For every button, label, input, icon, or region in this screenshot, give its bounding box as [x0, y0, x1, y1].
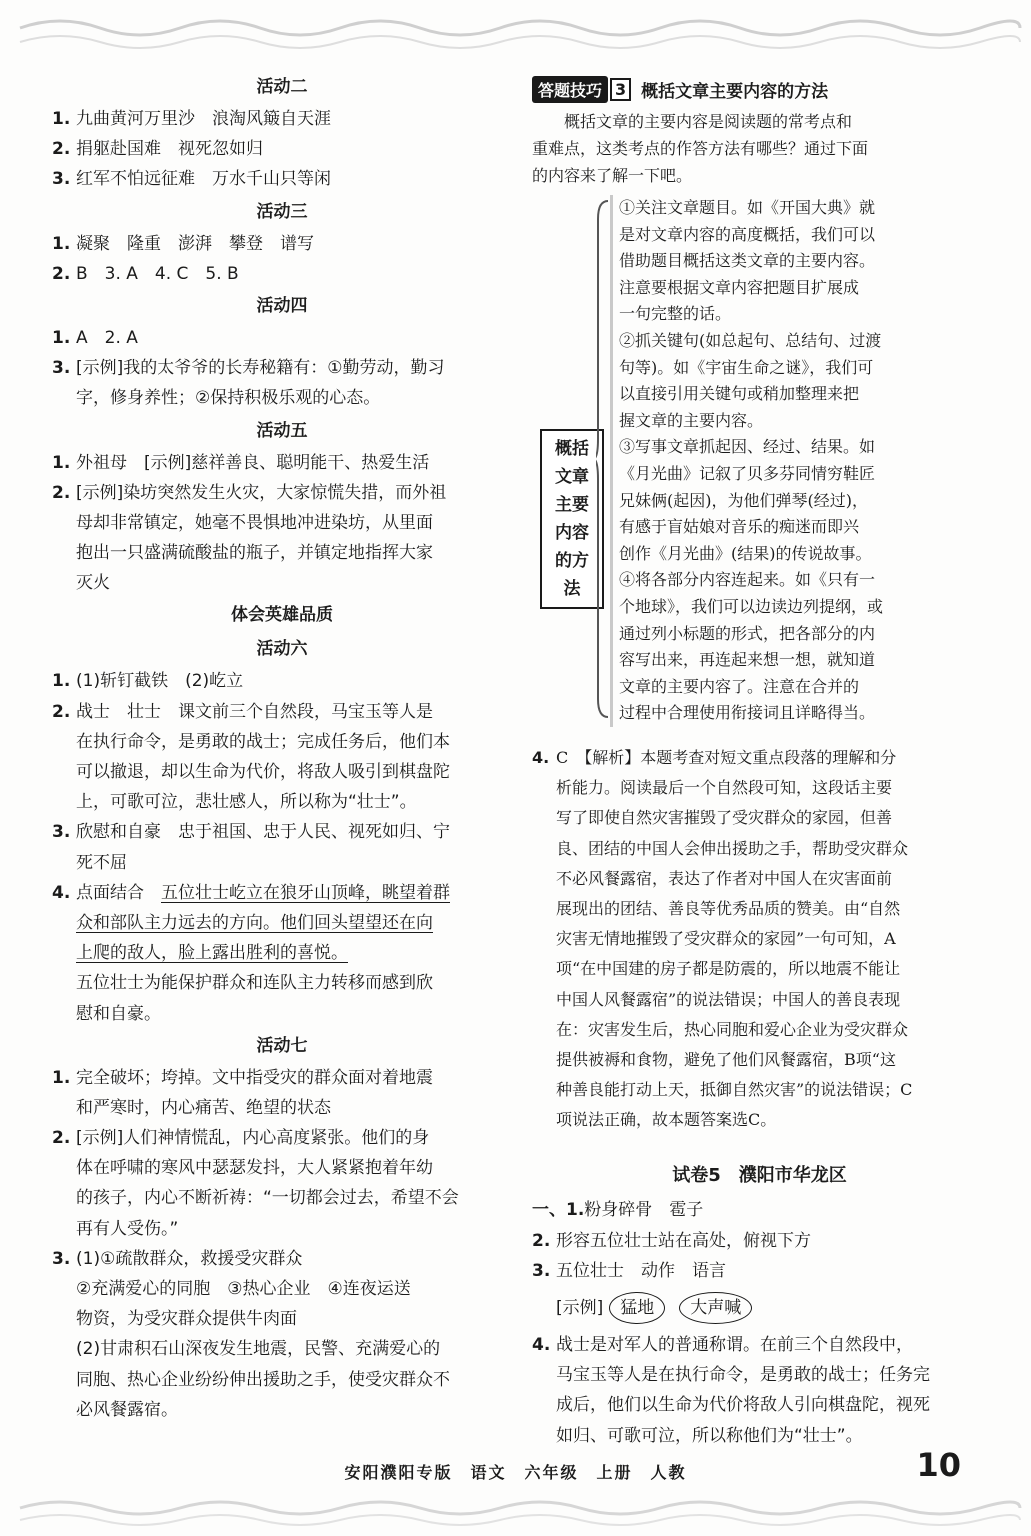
answer-line: 不必风餐露宿，表达了作者对中国人在灾害面前	[556, 868, 893, 888]
oval-word: 大声喊	[679, 1292, 752, 1324]
tip-title: 概括文章主要内容的方法	[641, 81, 829, 102]
question-4-analysis	[532, 743, 987, 1135]
method-label-box: 概括 文章 主要 内容 的方 法	[540, 429, 604, 609]
answer-line: 展现出的团结、善良等优秀品质的赞美。由“自然	[556, 898, 901, 918]
answer-line: 4. 战士是对军人的普通称谓。在前三个自然段中，	[532, 1335, 913, 1355]
answer-line: 再有人受伤。”	[76, 1218, 179, 1239]
answer-line: 在：灾害发生后，热心同胞和爱心企业为受灾群众	[556, 1019, 909, 1039]
answer-line: 马宝玉等人是在执行命令，是勇敢的战士；任务完	[556, 1365, 930, 1386]
answer-line: 1. 外祖母 [示例]慈祥善良、聪明能干、热爱生活	[52, 452, 430, 473]
answer-line: 五位壮士为能保护群众和连队主力转移而感到欣	[76, 973, 433, 994]
answer-line: 1. 九曲黄河万里沙 浪淘风簸自天涯	[52, 109, 331, 129]
answer-line: 抱出一只盛满硫酸盐的瓶子，并镇定地指挥大家	[76, 543, 433, 564]
answer-line: 良、团结的中国人会伸出援助之手，帮助受灾群众	[556, 838, 909, 858]
answer-line: 3. [示例]我的太爷爷的长寿秘籍有：①勤劳动，勤习	[52, 358, 445, 379]
section-title: 活动五	[256, 420, 308, 441]
method-diagram	[532, 195, 987, 731]
answer-line: 在执行命令，是勇敢的战士；完成任务后，他们本	[76, 731, 450, 752]
tip-number: 3	[610, 78, 631, 101]
bracket-icon	[596, 199, 610, 719]
right-column	[532, 70, 987, 1451]
section-title: 活动四	[256, 295, 308, 316]
answer-line: 字，修身养性；②保持积极乐观的心态。	[76, 388, 381, 409]
answer-line: 1. 凝聚 隆重 澎湃 攀登 谱写	[52, 233, 314, 254]
answer-line: 2. B 3. A 4. C 5. B	[52, 263, 239, 284]
answer-line: 3. 欣慰和自豪 忠于祖国、忠于人民、视死如归、宁	[52, 822, 450, 843]
answer-line: (2)甘肃积石山深夜发生地震，民警、充满爱心的	[76, 1339, 441, 1360]
answer-line: 死不屈	[76, 852, 127, 873]
answer-line: 上，可歌可泣，悲壮感人，所以称为“壮士”。	[76, 792, 417, 813]
answer-line: 项“在中国建的房子都是防震的，所以地震不能让	[556, 959, 901, 979]
answer-line: 2. 形容五位壮士站在高处，俯视下方	[532, 1230, 811, 1251]
answer-line: 中国人风餐露宿”的说法错误；中国人的善良表现	[556, 989, 901, 1009]
answer-line: 灾害无情地摧毁了受灾群众的家园”一句可知，A	[556, 929, 896, 949]
answer-line: 4. C 【解析】本题考查对短文重点段落的理解和分	[532, 748, 897, 767]
answer-line: 1. (1)斩钉截铁 (2)屹立	[52, 671, 244, 692]
underlined-quote: 上爬的敌人，脸上露出胜利的喜悦。	[76, 943, 348, 964]
page-footer: 安阳濮阳专版 语文 六年级 上册 人教	[344, 1463, 687, 1482]
section-title: 活动三	[256, 201, 308, 222]
answer-line: 必风餐露宿。	[76, 1399, 178, 1420]
tip-header	[532, 70, 987, 108]
underlined-quote: 五位壮士屹立在狼牙山顶峰，眺望着群	[161, 882, 450, 903]
section-title: 活动六	[256, 639, 308, 660]
tip-intro: 概括文章的主要内容是阅读题的常考点和 重难点，这类考点的作答方法有哪些？通过下面 的内容来了解一下吧。	[532, 112, 869, 185]
method-list: ①关注文章题目。如《开国大典》就 是对文章内容的高度概括，我们可以 借助题目概括这类文章的主要内容。 注意要根据文章内容把题目扩展成 一句完整的话。 ②抓关键句(如总起句、总结句、过渡 句等)。如《宇宙生命之谜》，我们可 以直接引用关键句或稍加整理来把 握文章的主要内容。 ③写事文章抓起因、经过、结果。如 《月光曲》记叙了贝多芬同情穷鞋匠 兄妹俩(起因)，为他们弹琴(经过)， 有感于盲姑娘对音乐的痴迷而即兴 创作《月光曲》(结果)的传说故事。 ④将各部分内容连起来。如《只有一 个地球》，我们可以边读边列提纲，或 通过列小标题的形式，把各部分的内 容写出来，再连起来想一想，就知道 文章的主要内容了。注意在合并的 过程中合理使用衔接词且详略得当。	[610, 195, 987, 727]
underlined-quote: 众和部队主力远去的方向。他们回头望望还在向	[76, 912, 433, 933]
answer-line: 写了即使自然灾害摧毁了受灾群众的家园，但善	[556, 808, 893, 828]
answer-line: 体在呼啸的寒风中瑟瑟发抖，大人紧紧抱着年幼	[76, 1158, 433, 1179]
answer-line: 3. (1)①疏散群众，救援受灾群众	[52, 1248, 303, 1269]
answer-line: 2. [示例]染坊突然发生火灾，大家惊慌失措，而外祖	[52, 482, 447, 503]
answer-line: 同胞、热心企业纷纷伸出援助之手，使受灾群众不	[76, 1369, 450, 1390]
answer-line: 1. 完全破坏；垮掉。文中指受灾的群众面对着地震	[52, 1067, 433, 1088]
tip-label: 答题技巧	[532, 76, 608, 103]
answer-line: 的孩子，内心不断祈祷：“一切都会过去，希望不会	[76, 1188, 459, 1209]
answer-line: 成后，他们以生命为代价将敌人引向棋盘陀，视死	[556, 1395, 930, 1416]
answer-line: 母却非常镇定，她毫不畏惧地冲进染坊，从里面	[76, 512, 433, 533]
answer-line: 物资，为受灾群众提供牛肉面	[76, 1309, 297, 1330]
example-line: [示例] 猛地 大声喊	[532, 1286, 987, 1330]
answer-line: 一、1.粉身碎骨 雹子	[532, 1200, 704, 1221]
answer-line: 2. 捐躯赴国难 视死忽如归	[52, 139, 263, 160]
answer-line: 慰和自豪。	[76, 1003, 161, 1024]
top-wave-decoration	[0, 0, 1031, 60]
answer-line: 项说法正确，故本题答案选C。	[556, 1110, 777, 1130]
answer-line: 3. 五位壮士 动作 语言	[532, 1260, 726, 1281]
answer-line: 如归、可歌可泣，所以称他们为“壮士”。	[556, 1425, 863, 1446]
section-title: 活动二	[256, 77, 308, 97]
exam-title: 试卷5 濮阳市华龙区	[672, 1165, 847, 1187]
answer-line: 2. [示例]人们神情慌乱，内心高度紧张。他们的身	[52, 1128, 430, 1149]
bottom-wave-decoration	[0, 1488, 1031, 1536]
answer-line: 提供被褥和食物，避免了他们风餐露宿，B项“这	[556, 1049, 896, 1069]
answer-line	[52, 908, 512, 938]
left-column	[52, 70, 512, 1425]
answer-line: 可以撤退，却以生命为代价，将敌人吸引到棋盘陀	[76, 762, 450, 782]
section-title: 活动七	[256, 1035, 308, 1056]
oval-word: 猛地	[609, 1292, 665, 1324]
answer-line: 析能力。阅读最后一个自然段可知，这段话主要	[556, 778, 893, 798]
answer-line: 1. A 2. A	[52, 327, 138, 348]
page-number: 10	[916, 1446, 961, 1484]
answer-line: 和严寒时，内心痛苦、绝望的状态	[76, 1097, 331, 1118]
answer-line: 4. 点面结合 五位壮士屹立在狼牙山顶峰，眺望着群	[52, 882, 450, 903]
answer-line	[52, 938, 512, 968]
unit-title: 体会英雄品质	[231, 605, 333, 626]
answer-line: 2. 战士 壮士 课文前三个自然段，马宝玉等人是	[52, 701, 433, 722]
answer-line: 种善良能打动上天，抵御自然灾害”的说法错误；C	[556, 1080, 913, 1100]
answer-line: ②充满爱心的同胞 ③热心企业 ④连夜运送	[76, 1279, 411, 1299]
answer-line: 灭火	[76, 573, 110, 594]
answer-line: 3. 红军不怕远征难 万水千山只等闲	[52, 169, 331, 190]
